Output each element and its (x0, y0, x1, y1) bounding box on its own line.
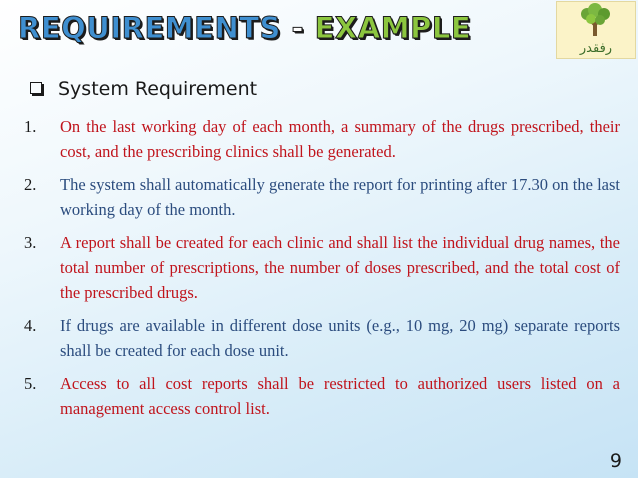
checkbox-bullet-icon (30, 82, 42, 94)
item-text: A report shall be created for each clinic and shall list the individual drug names, the total number of prescriptions, the number of doses prescribed, and the total cost of the prescribed drugs. (60, 233, 620, 302)
logo (556, 1, 636, 59)
section-subheading (30, 78, 257, 100)
item-text: On the last working day of each month, a summary of the drugs prescribed, their cost, and the prescribing clinics shall be generated. (60, 117, 620, 161)
item-text: Access to all cost reports shall be restricted to authorized users listed on a management access control list. (60, 374, 620, 418)
logo-text: رفقدر (579, 41, 613, 56)
list-item (24, 230, 620, 305)
list-item (24, 172, 620, 222)
item-text: If drugs are available in different dose units (e.g., 10 mg, 20 mg) separate reports shall be created for each dose unit. (60, 316, 620, 360)
page-title (18, 8, 471, 48)
subheading-text: System Requirement (58, 78, 258, 100)
requirements-list (24, 114, 620, 429)
title-part2: EXAMPLE (314, 11, 472, 45)
item-number: 4. (24, 316, 37, 335)
tree-logo-icon (557, 2, 635, 58)
list-item (24, 313, 620, 363)
title-part1: REQUIREMENTS (18, 11, 281, 45)
item-number: 1. (24, 117, 37, 136)
list-item (24, 371, 620, 421)
list-item (24, 114, 620, 164)
item-number: 5. (24, 374, 37, 393)
item-text: The system shall automatically generate the report for printing after 17.30 on the last working day of the month. (60, 175, 620, 219)
item-number: 3. (24, 233, 37, 252)
item-number: 2. (24, 175, 37, 194)
title-separator: - (280, 11, 315, 45)
page-number: 9 (609, 450, 622, 472)
